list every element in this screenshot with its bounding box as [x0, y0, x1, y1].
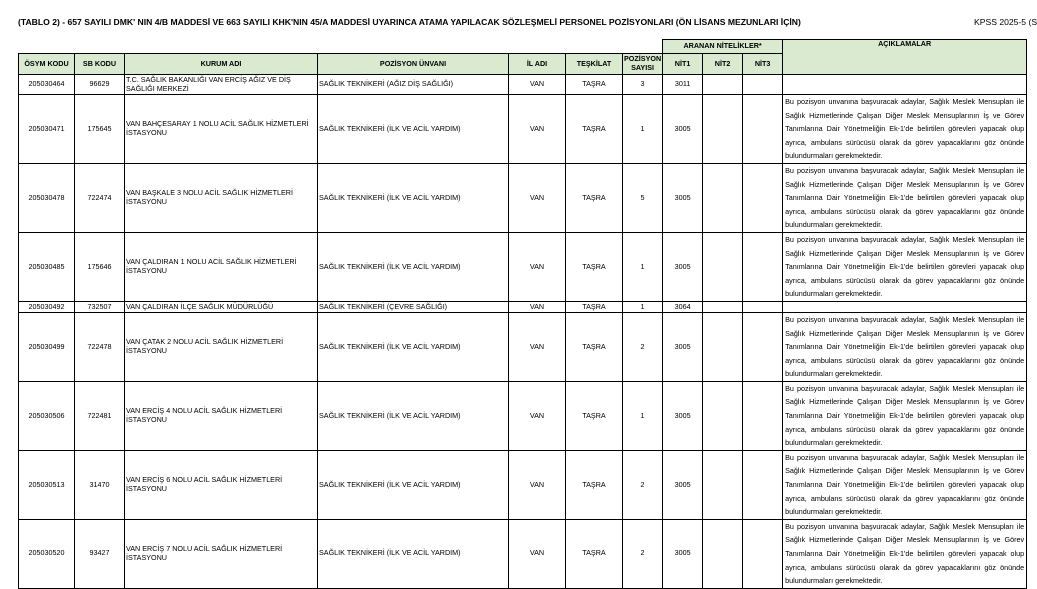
pozisyon-sayisi-cell: 5: [623, 163, 663, 232]
osym-kodu-cell: 205030485: [19, 232, 75, 301]
col-il-adi: İL ADI: [509, 54, 566, 75]
kurum-adi-cell: VAN BAŞKALE 3 NOLU ACİL SAĞLIK HİZMETLERİ İSTASYONU: [125, 163, 318, 232]
table-row: [19, 450, 1027, 519]
aciklama-cell: Bu pozisyon unvanına başvuracak adaylar, Sağlık Meslek Mensupları ile Sağlık Hizmetlerinde Çalışan Diğer Meslek Mensuplarının İş ve Görev Tanımlarına Dair Yönetmeliğin Ek-1'de belirtilen görevleri yapacak olup ayrıca, ambulans sürücüsü olarak da görev yapacaklarını göz önünde bulundurmaları gerekmektedir.: [783, 450, 1027, 519]
pozisyon-unvani-cell: SAĞLIK TEKNİKERİ (İLK VE ACİL YARDIM): [318, 163, 509, 232]
il-adi-cell: VAN: [509, 95, 566, 164]
pozisyon-unvani-cell: SAĞLIK TEKNİKERİ (İLK VE ACİL YARDIM): [318, 232, 509, 301]
pozisyon-sayisi-cell: 1: [623, 301, 663, 312]
il-adi-cell: VAN: [509, 163, 566, 232]
kurum-adi-cell: VAN ERCİŞ 6 NOLU ACİL SAĞLIK HİZMETLERİ İSTASYONU: [125, 450, 318, 519]
col-pozisyon-sayisi: POZİSYON SAYISI: [623, 54, 663, 75]
qualifications-group-header: ARANAN NİTELİKLER*: [663, 40, 783, 54]
col-osym-kodu: ÖSYM KODU: [19, 54, 75, 75]
col-nit3: NİT3: [743, 54, 783, 75]
nit1-cell: 3005: [663, 381, 703, 450]
sb-kodu-cell: 93427: [75, 519, 125, 588]
nit1-cell: 3064: [663, 301, 703, 312]
osym-kodu-cell: 205030520: [19, 519, 75, 588]
nit2-cell: [703, 381, 743, 450]
kurum-adi-cell: T.C. SAĞLIK BAKANLIĞI VAN ERCİŞ AĞIZ VE DİŞ SAĞLIĞI MERKEZİ: [125, 75, 318, 95]
col-nit2: NİT2: [703, 54, 743, 75]
teskilat-cell: TAŞRA: [566, 301, 623, 312]
il-adi-cell: VAN: [509, 450, 566, 519]
sb-kodu-cell: 722481: [75, 381, 125, 450]
sb-kodu-cell: 732507: [75, 301, 125, 312]
table-row: [19, 519, 1027, 588]
nit3-cell: [743, 95, 783, 164]
nit2-cell: [703, 75, 743, 95]
sb-kodu-cell: 722478: [75, 312, 125, 381]
pozisyon-unvani-cell: SAĞLIK TEKNİKERİ (İLK VE ACİL YARDIM): [318, 519, 509, 588]
nit3-cell: [743, 381, 783, 450]
nit1-cell: 3005: [663, 450, 703, 519]
osym-kodu-cell: 205030506: [19, 381, 75, 450]
teskilat-cell: TAŞRA: [566, 163, 623, 232]
kurum-adi-cell: VAN ÇALDIRAN İLÇE SAĞLIK MÜDÜRLÜĞÜ: [125, 301, 318, 312]
pozisyon-sayisi-cell: 2: [623, 312, 663, 381]
aciklama-cell: Bu pozisyon unvanına başvuracak adaylar, Sağlık Meslek Mensupları ile Sağlık Hizmetlerinde Çalışan Diğer Meslek Mensuplarının İş ve Görev Tanımlarına Dair Yönetmeliğin Ek-1'de belirtilen görevleri yapacak olup ayrıca, ambulans sürücüsü olarak da görev yapacaklarını göz önünde bulundurmaları gerekmektedir.: [783, 232, 1027, 301]
col-aciklama: AÇIKLAMALAR: [783, 40, 1027, 75]
nit2-cell: [703, 312, 743, 381]
aciklama-cell: Bu pozisyon unvanına başvuracak adaylar, Sağlık Meslek Mensupları ile Sağlık Hizmetlerinde Çalışan Diğer Meslek Mensuplarının İş ve Görev Tanımlarına Dair Yönetmeliğin Ek-1'de belirtilen görevleri yapacak olup ayrıca, ambulans sürücüsü olarak da görev yapacaklarını göz önünde bulundurmaları gerekmektedir.: [783, 163, 1027, 232]
pozisyon-sayisi-cell: 2: [623, 450, 663, 519]
il-adi-cell: VAN: [509, 312, 566, 381]
aciklama-cell: [783, 301, 1027, 312]
nit3-cell: [743, 450, 783, 519]
kpss-label: KPSS 2025-5 (S: [974, 17, 1037, 27]
kurum-adi-cell: VAN BAHÇESARAY 1 NOLU ACİL SAĞLIK HİZMETLERİ İSTASYONU: [125, 95, 318, 164]
nit3-cell: [743, 312, 783, 381]
osym-kodu-cell: 205030492: [19, 301, 75, 312]
teskilat-cell: TAŞRA: [566, 519, 623, 588]
il-adi-cell: VAN: [509, 381, 566, 450]
pozisyon-sayisi-cell: 3: [623, 75, 663, 95]
sb-kodu-cell: 31470: [75, 450, 125, 519]
sb-kodu-cell: 175646: [75, 232, 125, 301]
col-teskilat: TEŞKİLAT: [566, 54, 623, 75]
nit1-cell: 3005: [663, 232, 703, 301]
il-adi-cell: VAN: [509, 75, 566, 95]
kurum-adi-cell: VAN ERCİŞ 4 NOLU ACİL SAĞLIK HİZMETLERİ İSTASYONU: [125, 381, 318, 450]
table-row: [19, 301, 1027, 312]
kurum-adi-cell: VAN ÇATAK 2 NOLU ACİL SAĞLIK HİZMETLERİ İSTASYONU: [125, 312, 318, 381]
il-adi-cell: VAN: [509, 301, 566, 312]
teskilat-cell: TAŞRA: [566, 450, 623, 519]
nit2-cell: [703, 163, 743, 232]
nit3-cell: [743, 232, 783, 301]
teskilat-cell: TAŞRA: [566, 95, 623, 164]
sb-kodu-cell: 96629: [75, 75, 125, 95]
pozisyon-unvani-cell: SAĞLIK TEKNİKERİ (AĞIZ DİŞ SAĞLIĞI): [318, 75, 509, 95]
nit2-cell: [703, 232, 743, 301]
pozisyon-unvani-cell: SAĞLIK TEKNİKERİ (İLK VE ACİL YARDIM): [318, 95, 509, 164]
pozisyon-sayisi-cell: 2: [623, 519, 663, 588]
positions-table: [18, 39, 1027, 589]
pozisyon-unvani-cell: SAĞLIK TEKNİKERİ (ÇEVRE SAĞLIĞI): [318, 301, 509, 312]
table-row: [19, 75, 1027, 95]
teskilat-cell: TAŞRA: [566, 232, 623, 301]
header-spacer: [19, 40, 663, 54]
il-adi-cell: VAN: [509, 519, 566, 588]
teskilat-cell: TAŞRA: [566, 381, 623, 450]
aciklama-cell: [783, 75, 1027, 95]
pozisyon-sayisi-cell: 1: [623, 381, 663, 450]
document-title: (TABLO 2) - 657 SAYILI DMK' NIN 4/B MADDESİ VE 663 SAYILI KHK'NIN 45/A MADDESİ UYARINCA ATAMA YAPILACAK SÖZLEŞMELİ PERSONEL POZİSYONLARI (ÖN LİSANS MEZUNLARI İÇİN): [18, 17, 801, 27]
nit3-cell: [743, 163, 783, 232]
nit1-cell: 3005: [663, 519, 703, 588]
osym-kodu-cell: 205030499: [19, 312, 75, 381]
pozisyon-unvani-cell: SAĞLIK TEKNİKERİ (İLK VE ACİL YARDIM): [318, 450, 509, 519]
il-adi-cell: VAN: [509, 232, 566, 301]
kurum-adi-cell: VAN ERCİŞ 7 NOLU ACİL SAĞLIK HİZMETLERİ İSTASYONU: [125, 519, 318, 588]
nit2-cell: [703, 450, 743, 519]
osym-kodu-cell: 205030464: [19, 75, 75, 95]
teskilat-cell: TAŞRA: [566, 75, 623, 95]
nit1-cell: 3011: [663, 75, 703, 95]
table-row: [19, 163, 1027, 232]
col-pozisyon-unvani: POZİSYON ÜNVANI: [318, 54, 509, 75]
nit3-cell: [743, 75, 783, 95]
pozisyon-unvani-cell: SAĞLIK TEKNİKERİ (İLK VE ACİL YARDIM): [318, 312, 509, 381]
pozisyon-sayisi-cell: 1: [623, 95, 663, 164]
aciklama-cell: Bu pozisyon unvanına başvuracak adaylar, Sağlık Meslek Mensupları ile Sağlık Hizmetlerinde Çalışan Diğer Meslek Mensuplarının İş ve Görev Tanımlarına Dair Yönetmeliğin Ek-1'de belirtilen görevleri yapacak olup ayrıca, ambulans sürücüsü olarak da görev yapacaklarını göz önünde bulundurmaları gerekmektedir.: [783, 312, 1027, 381]
nit1-cell: 3005: [663, 163, 703, 232]
table-row: [19, 95, 1027, 164]
col-sb-kodu: SB KODU: [75, 54, 125, 75]
sb-kodu-cell: 175645: [75, 95, 125, 164]
nit1-cell: 3005: [663, 95, 703, 164]
aciklama-cell: Bu pozisyon unvanına başvuracak adaylar, Sağlık Meslek Mensupları ile Sağlık Hizmetlerinde Çalışan Diğer Meslek Mensuplarının İş ve Görev Tanımlarına Dair Yönetmeliğin Ek-1'de belirtilen görevleri yapacak olup ayrıca, ambulans sürücüsü olarak da görev yapacaklarını göz önünde bulundurmaları gerekmektedir.: [783, 381, 1027, 450]
sb-kodu-cell: 722474: [75, 163, 125, 232]
table-row: [19, 312, 1027, 381]
osym-kodu-cell: 205030478: [19, 163, 75, 232]
col-kurum-adi: KURUM ADI: [125, 54, 318, 75]
aciklama-cell: Bu pozisyon unvanına başvuracak adaylar, Sağlık Meslek Mensupları ile Sağlık Hizmetlerinde Çalışan Diğer Meslek Mensuplarının İş ve Görev Tanımlarına Dair Yönetmeliğin Ek-1'de belirtilen görevleri yapacak olup ayrıca, ambulans sürücüsü olarak da görev yapacaklarını göz önünde bulundurmaları gerekmektedir.: [783, 95, 1027, 164]
table-row: [19, 232, 1027, 301]
pozisyon-sayisi-cell: 1: [623, 232, 663, 301]
nit1-cell: 3005: [663, 312, 703, 381]
nit2-cell: [703, 95, 743, 164]
teskilat-cell: TAŞRA: [566, 312, 623, 381]
nit3-cell: [743, 301, 783, 312]
nit3-cell: [743, 519, 783, 588]
osym-kodu-cell: 205030513: [19, 450, 75, 519]
col-nit1: NİT1: [663, 54, 703, 75]
kurum-adi-cell: VAN ÇALDIRAN 1 NOLU ACİL SAĞLIK HİZMETLERİ İSTASYONU: [125, 232, 318, 301]
nit2-cell: [703, 519, 743, 588]
nit2-cell: [703, 301, 743, 312]
table-row: [19, 381, 1027, 450]
aciklama-cell: Bu pozisyon unvanına başvuracak adaylar, Sağlık Meslek Mensupları ile Sağlık Hizmetlerinde Çalışan Diğer Meslek Mensuplarının İş ve Görev Tanımlarına Dair Yönetmeliğin Ek-1'de belirtilen görevleri yapacak olup ayrıca, ambulans sürücüsü olarak da görev yapacaklarını göz önünde bulundurmaları gerekmektedir.: [783, 519, 1027, 588]
osym-kodu-cell: 205030471: [19, 95, 75, 164]
pozisyon-unvani-cell: SAĞLIK TEKNİKERİ (İLK VE ACİL YARDIM): [318, 381, 509, 450]
